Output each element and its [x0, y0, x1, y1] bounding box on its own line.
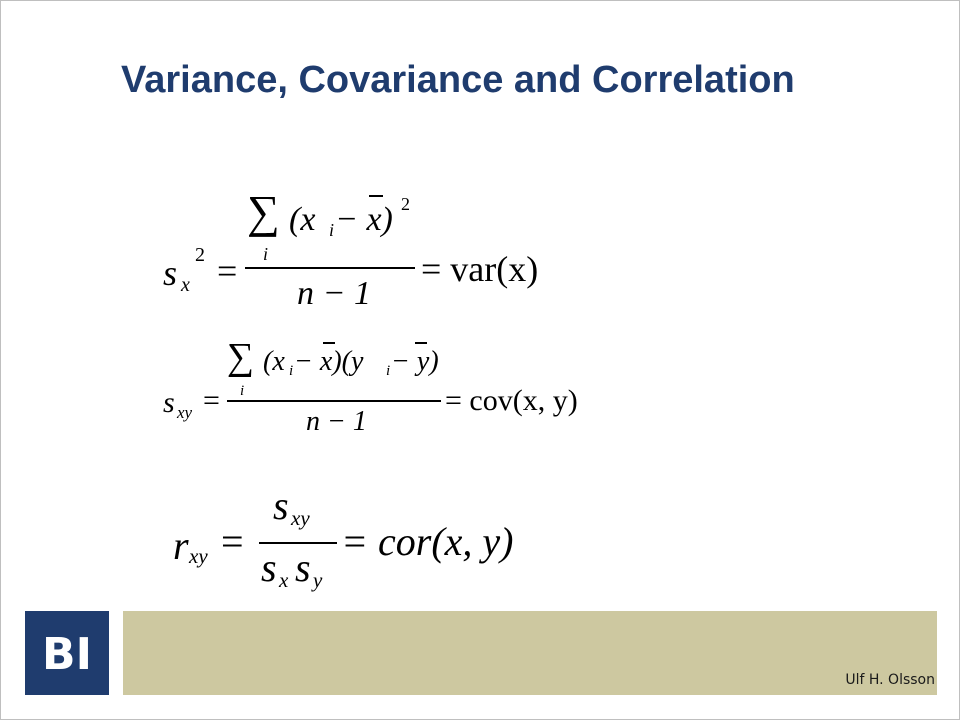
variance-equals: = [217, 251, 238, 291]
covariance-ybar-overline [415, 342, 427, 344]
correlation-fraction-bar [259, 542, 337, 544]
variance-sum-index: i [263, 244, 269, 264]
author-name: Ulf H. Olsson [845, 672, 935, 688]
variance-numerator-sub: i [329, 220, 335, 240]
variance-numerator-sup: 2 [401, 194, 410, 214]
bi-logo-text: BI [42, 629, 92, 680]
variance-lhs-symbol: s [163, 253, 178, 293]
correlation-numerator: s [273, 483, 289, 528]
covariance-denominator: n − 1 [306, 406, 367, 437]
variance-numerator-rest: − x) [335, 201, 393, 238]
variance-lhs-superscript: 2 [195, 244, 205, 266]
covariance-numerator-part1: (x [263, 346, 285, 377]
covariance-xbar-overline [323, 342, 335, 344]
correlation-numerator-sub: xy [291, 506, 310, 530]
correlation-result: = cor(x, y) [341, 519, 514, 564]
correlation-denominator-s1: s [261, 545, 277, 590]
covariance-numerator-sub1: i [289, 363, 294, 379]
covariance-result: = cov(x, y) [445, 384, 578, 417]
variance-denominator: n − 1 [297, 275, 371, 312]
covariance-fraction-bar [227, 400, 441, 402]
covariance-sum-symbol: ∑ [227, 336, 255, 378]
variance-formula [151, 181, 571, 311]
variance-result: = var(x) [421, 249, 539, 289]
correlation-denominator-sub2: y [313, 568, 323, 592]
variance-xbar-overline [369, 195, 383, 197]
slide-title: Variance, Covariance and Correlation [121, 59, 795, 101]
variance-fraction-bar [245, 267, 415, 269]
variance-numerator: (x [289, 201, 316, 238]
covariance-numerator-part3: − y) [391, 346, 439, 377]
correlation-equals: = [221, 519, 244, 564]
covariance-numerator-part2: − x)(y [294, 346, 364, 377]
bi-logo [25, 611, 109, 695]
bi-logo-mark [25, 611, 109, 695]
covariance-lhs-subscript: xy [177, 403, 193, 422]
covariance-lhs-symbol: s [163, 386, 175, 419]
variance-lhs-subscript: x [181, 274, 190, 296]
covariance-numerator-sub2: i [386, 363, 391, 379]
correlation-lhs-symbol: r [173, 523, 189, 568]
covariance-sum-index: i [240, 383, 245, 399]
variance-sum-symbol: ∑ [247, 186, 280, 237]
covariance-formula [151, 336, 591, 446]
footer-band [123, 611, 937, 695]
correlation-formula [161, 483, 581, 601]
correlation-denominator-sub1: x [279, 568, 289, 592]
covariance-equals: = [203, 384, 220, 417]
correlation-denominator-s2: s [295, 545, 311, 590]
correlation-lhs-subscript: xy [189, 544, 208, 568]
